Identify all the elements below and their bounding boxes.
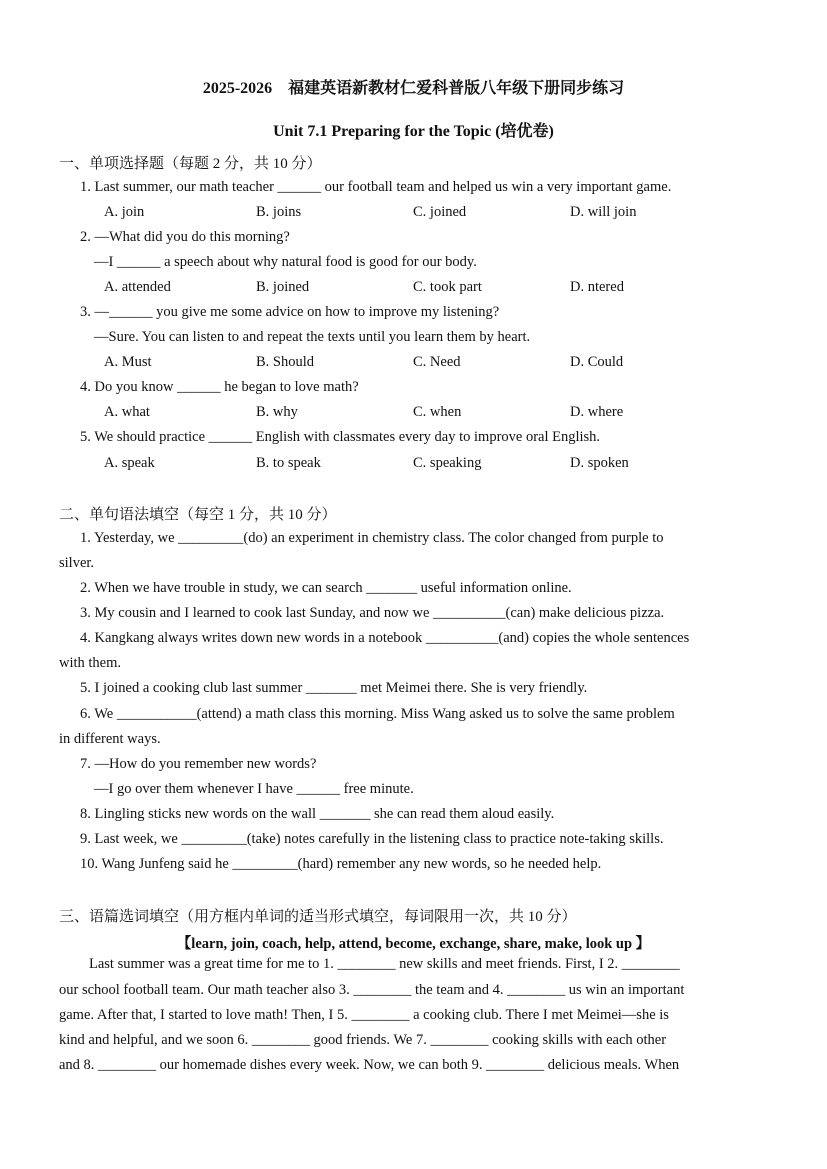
s2-line-2: silver.: [59, 555, 95, 571]
s2-line-7: 5. I joined a cooking club last summer _______ met Meimei there. She is very friendly.: [80, 680, 588, 696]
s3-line-5: and 8. ________ our homemade dishes every week. Now, we can both 9. ________ delicious meals. When: [59, 1057, 680, 1073]
section2-heading: 二、单句语法填空（每空 1 分，共 10 分）: [59, 507, 337, 523]
q3-stem: 3. —______ you give me some advice on how to improve my listening?: [80, 304, 500, 320]
q3-option-b: B. Should: [256, 354, 315, 370]
s2-line-12: 8. Lingling sticks new words on the wall _______ she can read them aloud easily.: [80, 806, 555, 822]
s2-line-4: 3. My cousin and I learned to cook last Sunday, and now we __________(can) make delicious pizza.: [80, 605, 665, 621]
q5-stem: 5. We should practice ______ English with classmates every day to improve oral English.: [80, 429, 601, 445]
q4-option-d: D. where: [570, 404, 624, 420]
q1-option-c: C. joined: [413, 204, 467, 220]
s2-line-9: in different ways.: [59, 731, 161, 747]
q5-option-b: B. to speak: [256, 455, 321, 471]
s2-line-8: 6. We ___________(attend) a math class this morning. Miss Wang asked us to solve the same problem: [80, 706, 675, 722]
q3-option-a: A. Must: [104, 354, 152, 370]
q2-option-a: A. attended: [104, 279, 171, 295]
s3-line-3: game. After that, I started to love math! Then, I 5. ________ a cooking club. There I met Meimei—she is: [59, 1007, 669, 1023]
q2-option-d: D. ntered: [570, 279, 624, 295]
document-title: 2025-2026 福建英语新教材仁爱科普版八年级下册同步练习: [202, 80, 625, 97]
q2-stem: 2. —What did you do this morning?: [80, 229, 290, 245]
q4-option-a: A. what: [104, 404, 150, 420]
s2-line-14: 10. Wang Junfeng said he _________(hard) remember any new words, so he needed help.: [80, 856, 602, 872]
q5-option-c: C. speaking: [413, 455, 482, 471]
s3-line-4: kind and helpful, and we soon 6. ________ good friends. We 7. ________ cooking skills with each other: [59, 1032, 667, 1048]
q4-stem: 4. Do you know ______ he began to love math?: [80, 379, 359, 395]
q2-stem-2: —I ______ a speech about why natural food is good for our body.: [94, 254, 477, 270]
q3-stem-2: —Sure. You can listen to and repeat the texts until you learn them by heart.: [94, 329, 531, 345]
s3-line-2: our school football team. Our math teacher also 3. ________ the team and 4. ________ us win an important: [59, 982, 685, 998]
q1-option-d: D. will join: [570, 204, 637, 220]
q4-option-b: B. why: [256, 404, 298, 420]
q5-option-d: D. spoken: [570, 455, 629, 471]
q1-option-b: B. joins: [256, 204, 302, 220]
q3-option-d: D. Could: [570, 354, 624, 370]
q3-option-c: C. Need: [413, 354, 461, 370]
q1-stem: 1. Last summer, our math teacher ______ our football team and helped us win a very important game.: [80, 179, 672, 195]
q5-option-a: A. speak: [104, 455, 155, 471]
s3-line-1: Last summer was a great time for me to 1. ________ new skills and meet friends. First, I 2. ________: [89, 956, 680, 972]
word-bank: 【learn, join, coach, help, attend, become, exchange, share, make, look up 】: [176, 936, 651, 952]
q2-option-b: B. joined: [256, 279, 310, 295]
q1-option-a: A. join: [104, 204, 145, 220]
document-subtitle: Unit 7.1 Preparing for the Topic (培优卷): [273, 123, 554, 140]
s2-line-6: with them.: [59, 655, 122, 671]
section3-heading: 三、语篇选词填空（用方框内单词的适当形式填空，每词限用一次，共 10 分）: [59, 909, 577, 925]
s2-line-5: 4. Kangkang always writes down new words in a notebook __________(and) copies the whole sentences: [80, 630, 690, 646]
s2-line-1: 1. Yesterday, we _________(do) an experiment in chemistry class. The color changed from purple to: [80, 530, 664, 546]
s2-line-11: —I go over them whenever I have ______ free minute.: [94, 781, 414, 797]
q4-option-c: C. when: [413, 404, 462, 420]
s2-line-13: 9. Last week, we _________(take) notes carefully in the listening class to practice note-taking skills.: [80, 831, 664, 847]
s2-line-3: 2. When we have trouble in study, we can search _______ useful information online.: [80, 580, 572, 596]
s2-line-10: 7. —How do you remember new words?: [80, 756, 317, 772]
q2-option-c: C. took part: [413, 279, 482, 295]
section1-heading: 一、单项选择题（每题 2 分，共 10 分）: [59, 156, 322, 172]
